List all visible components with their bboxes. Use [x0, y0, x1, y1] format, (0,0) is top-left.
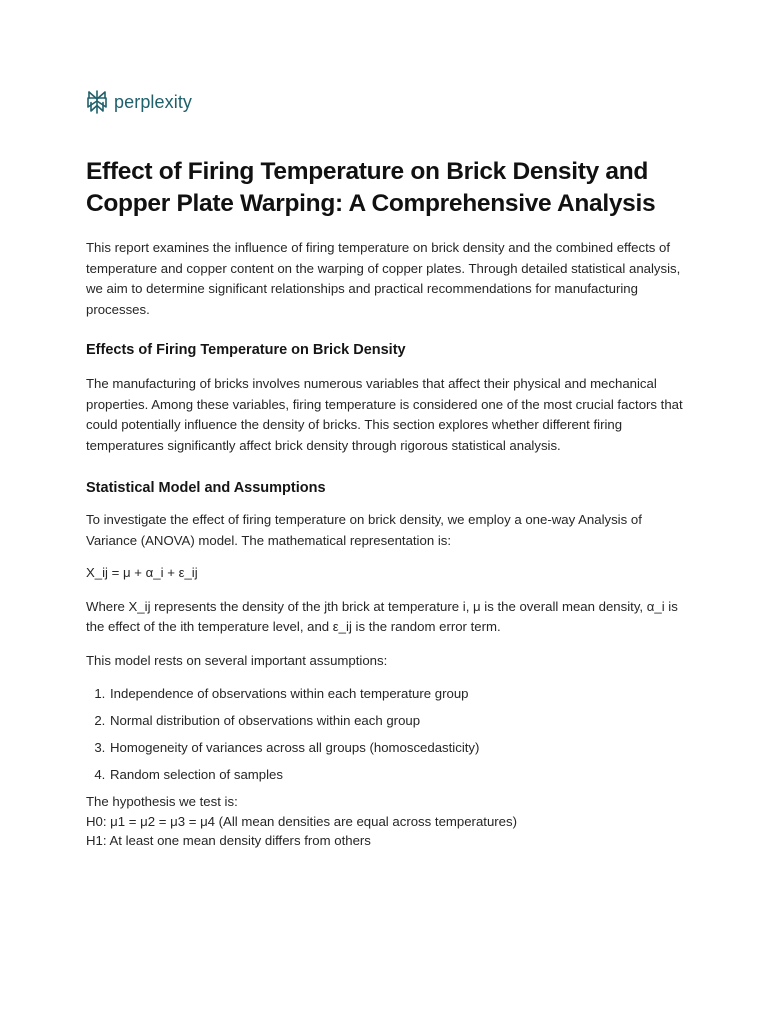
brand-logo	[86, 90, 192, 114]
list-item: 4. Random selection of samples	[109, 765, 686, 786]
brand-name: perplexity	[114, 91, 193, 112]
anova-formula: X_ij = μ + α_i + ε_ij	[86, 565, 198, 580]
perplexity-logo-icon	[86, 90, 108, 114]
list-item: 3. Homogeneity of variances across all groups (homoscedasticity)	[109, 738, 686, 759]
page-title: Effect of Firing Temperature on Brick Density and Copper Plate Warping: A Comprehensive Analysis	[86, 158, 656, 217]
assumptions-list	[86, 684, 686, 786]
alternative-hypothesis: H1: At least one mean density differs from others	[86, 833, 371, 848]
list-item: 2. Normal distribution of observations within each group	[109, 711, 686, 732]
intro-paragraph: This report examines the influence of firing temperature on brick density and the combined effects of temperature and copper content on the warping of copper plates. Through detailed statistical analysis, we aim to determine significant relationships and practical recommendations for manufacturing processes.	[86, 240, 681, 317]
section-heading-model: Statistical Model and Assumptions	[86, 480, 326, 496]
hypothesis-intro: The hypothesis we test is:	[86, 794, 238, 809]
list-item: 1. Independence of observations within each temperature group	[109, 684, 686, 705]
section-heading-effects: Effects of Firing Temperature on Brick Density	[86, 342, 406, 358]
formula-explanation: Where X_ij represents the density of the jth brick at temperature i, μ is the overall mean density, α_i is the effect of the ith temperature level, and ε_ij is the random error term.	[86, 598, 678, 634]
document-content	[86, 156, 686, 851]
model-paragraph: To investigate the effect of firing temperature on brick density, we employ a one-way Analysis of Variance (ANOVA) model. The mathematical representation is:	[86, 512, 642, 548]
null-hypothesis: H0: μ1 = μ2 = μ3 = μ4 (All mean densities are equal across temperatures)	[86, 813, 517, 829]
hypothesis-block	[86, 792, 686, 851]
effects-paragraph: The manufacturing of bricks involves numerous variables that affect their physical and mechanical properties. Among these variables, firing temperature is considered one of the most crucial factors that could potentially influence the density of bricks. This section explores whether different firing temperatures significantly affect brick density through rigorous statistical analysis.	[86, 376, 683, 453]
assumptions-intro: This model rests on several important assumptions:	[86, 652, 388, 668]
